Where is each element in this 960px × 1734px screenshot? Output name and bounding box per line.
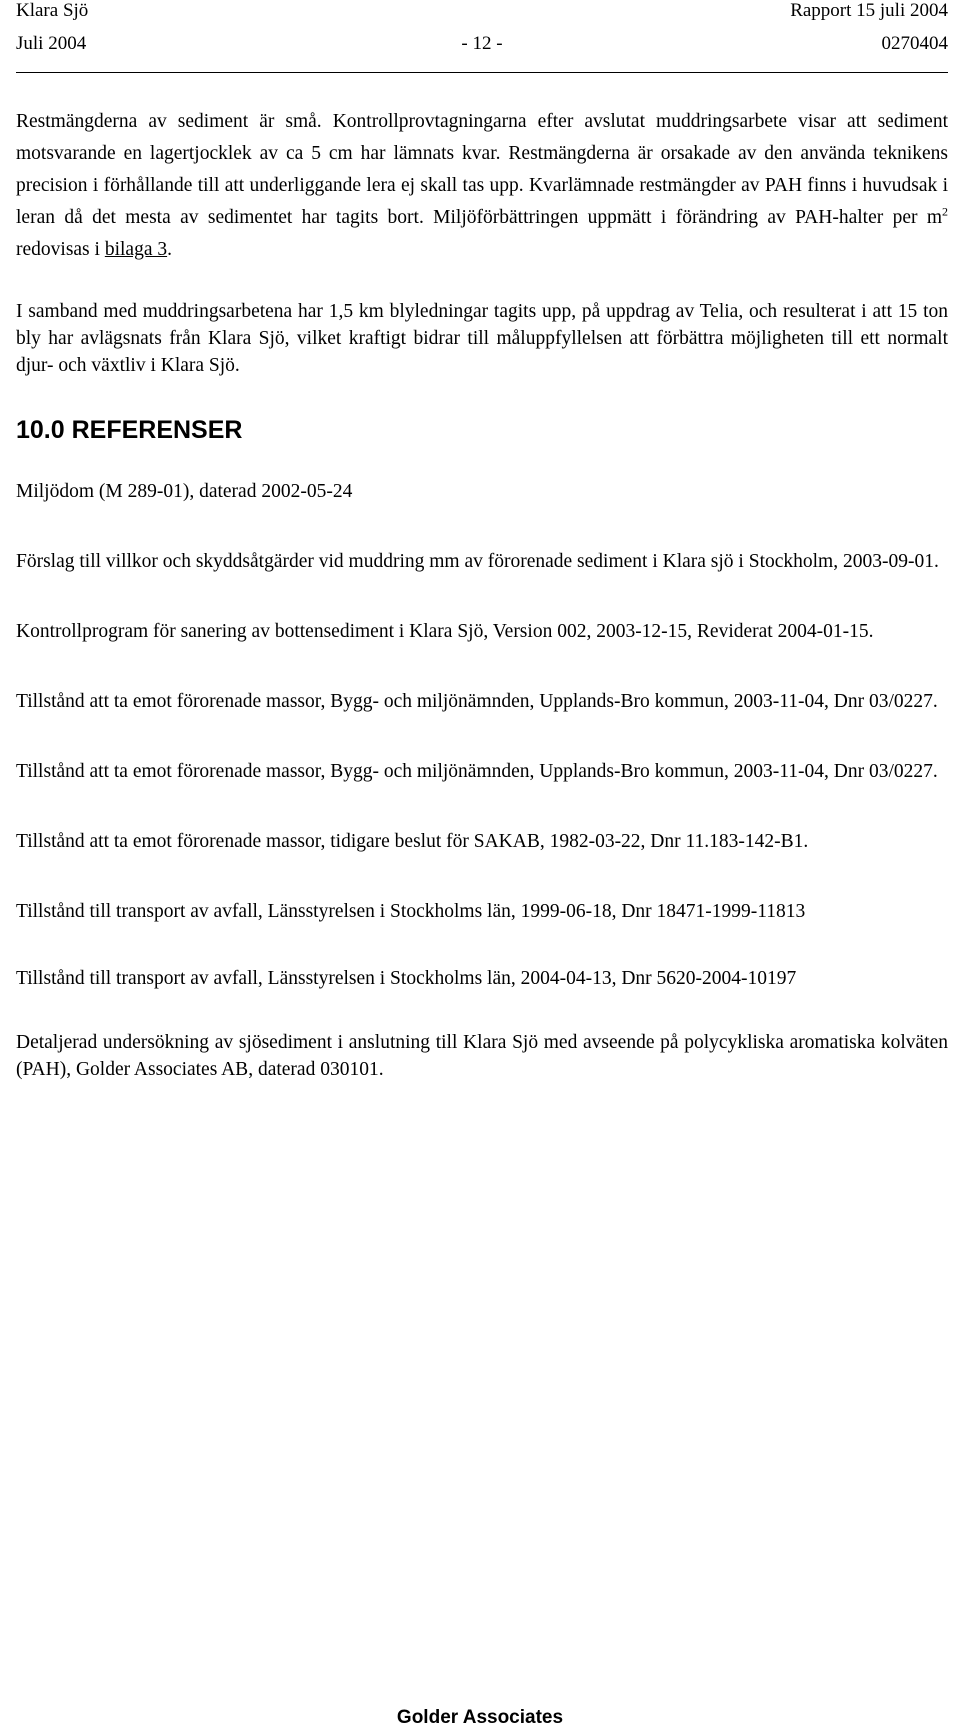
reference-item: Förslag till villkor och skyddsåtgärder vid muddring mm av förorenade sediment i Klara sjö i Stockholm, 2003-09-01. (16, 551, 939, 572)
body-paragraph-1 (16, 106, 948, 266)
reference-item: Detaljerad undersökning av sjösediment i anslutning till Klara Sjö med avseende på polycykliska aromatiska kolväten (PAH), Golder Associates AB, daterad 030101. (16, 1032, 948, 1080)
header-page-number: - 12 - (461, 33, 503, 54)
reference-item: Tillstånd till transport av avfall, Länsstyrelsen i Stockholms län, 2004-04-13, Dnr 5620-2004-10197 (16, 968, 797, 989)
body-paragraph-1-end: . (167, 239, 172, 260)
reference-item: Miljödom (M 289-01), daterad 2002-05-24 (16, 481, 353, 502)
appendix-link[interactable]: bilaga 3 (104, 239, 168, 260)
header-row-2 (16, 33, 948, 62)
reference-item: Kontrollprogram för sanering av bottensediment i Klara Sjö, Version 002, 2003-12-15, Reviderat 2004-01-15. (16, 621, 874, 642)
reference-item: Tillstånd att ta emot förorenade massor, Bygg- och miljönämnden, Upplands-Bro kommun, 2003-11-04, Dnr 03/0227. (16, 761, 938, 782)
header-month: Juli 2004 (16, 33, 87, 54)
footer-company-name: Golder Associates (396, 1707, 564, 1728)
header-project-name: Klara Sjö (16, 0, 89, 21)
header-row-1 (16, 0, 948, 29)
superscript-2: 2 (942, 204, 948, 219)
header-report-number: 0270404 (881, 33, 948, 54)
header-report-date: Rapport 15 juli 2004 (790, 0, 948, 21)
header-divider (16, 72, 948, 73)
body-paragraph-2: I samband med muddringsarbetena har 1,5 km blyledningar tagits upp, på uppdrag av Telia, och resulterat i att 15 ton bly har avlägsnats från Klara Sjö, vilket kraftigt bidrar till måluppfyllelsen att förbättra möjligheten till ett normalt djur- och växtliv i Klara Sjö. (16, 301, 948, 376)
reference-list (16, 475, 948, 1083)
reference-item: Tillstånd att ta emot förorenade massor, tidigare beslut för SAKAB, 1982-03-22, Dnr 11.183-142-B1. (16, 831, 809, 852)
page-header (16, 0, 948, 58)
reference-item: Tillstånd till transport av avfall, Länsstyrelsen i Stockholms län, 1999-06-18, Dnr 18471-1999-11813 (16, 901, 806, 922)
page-content (16, 106, 948, 1120)
body-paragraph-1-after: redovisas i (16, 239, 105, 260)
reference-item: Tillstånd att ta emot förorenade massor, Bygg- och miljönämnden, Upplands-Bro kommun, 2003-11-04, Dnr 03/0227. (16, 691, 938, 712)
body-paragraph-1-text: Restmängderna av sediment är små. Kontrollprovtagningarna efter avslutat muddringsarbete visar att sediment motsvarande en lagertjocklek av ca 5 cm har lämnats kvar. Restmängderna är orsakade av den använda teknikens precision i förhållande till att underliggande lera ej skall tas upp. Kvarlämnade restmängder av PAH finns i huvudsak i leran då det mesta av sedimentet har tagits bort. Miljöförbättringen uppmätt i förändring av PAH-halter per m (16, 111, 948, 228)
section-heading-references: 10.0 REFERENSER (16, 416, 243, 444)
